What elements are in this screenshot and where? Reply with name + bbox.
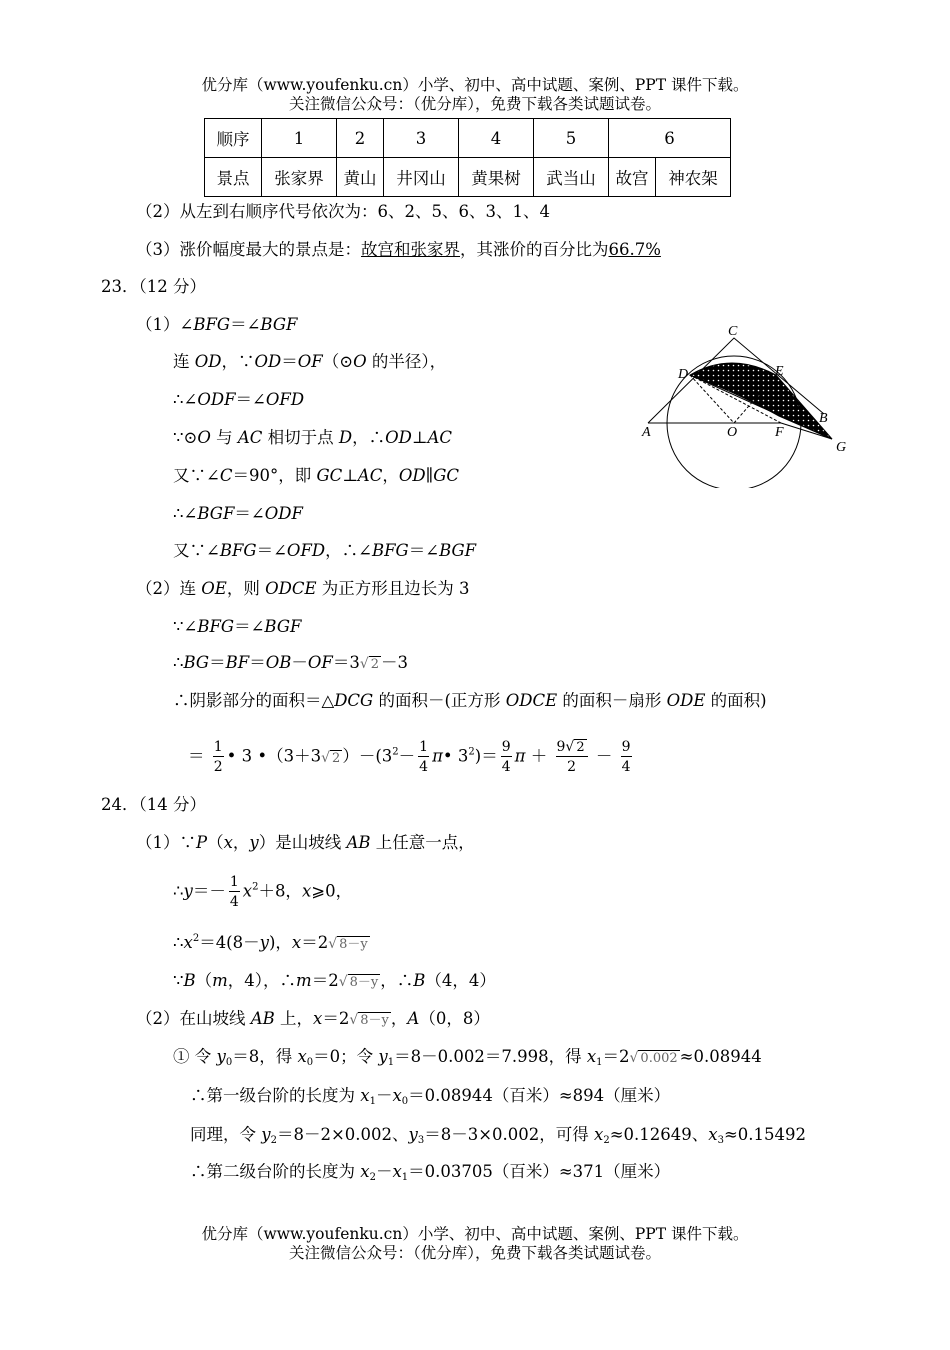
label-b: B [819,411,828,426]
t: ODF [197,390,236,409]
t: ＝8－2×0.002、 [276,1125,409,1144]
t: 9 [501,739,511,755]
t: 4 [419,759,429,775]
t: 0 [306,1057,314,1068]
fraction [621,740,632,774]
t: OF [307,653,333,672]
t: 2 [332,750,341,766]
t: ＝－ [192,881,226,901]
t: ODE [666,691,706,710]
q24-line [190,1161,670,1183]
t: OD [254,352,282,371]
t: ＝0.08944（百米）≈894（厘米） [408,1086,671,1105]
t: AC [357,466,383,485]
t: y [261,1125,271,1144]
t: B [413,971,426,990]
table-row [205,119,731,158]
t: BG [183,653,210,672]
q24-line [190,1085,670,1107]
t: OFD [286,541,326,560]
t: BFG [219,541,257,560]
t: x [392,1086,402,1105]
text: ，其涨价的百分比为 [460,240,609,259]
t: ≈0.15492 [723,1125,807,1144]
q23-line [173,351,446,373]
t: － [398,746,416,766]
t: ⩾0， [311,881,353,901]
t: OF [297,352,323,371]
t: ODF [264,504,303,523]
t: （ [195,971,213,990]
t: ＋8， [258,881,302,901]
t: ＝ [188,746,205,766]
t: ，∴ [352,428,386,447]
t: y [408,1125,418,1144]
t: ＝2 [322,1009,350,1028]
t: BGF [197,504,235,523]
q24-line [136,832,475,854]
t: 的面积) [705,691,767,710]
t: m [296,971,312,990]
q23-line [173,616,301,638]
t: ）是山坡线 [258,833,347,852]
t: x [223,833,233,852]
t: ∴第一级台阶的长度为 [190,1086,361,1105]
table-cell: 6 [609,119,731,158]
label-o: O [727,425,738,440]
t: BFG [371,541,409,560]
t: 的半径）， [366,352,447,371]
t: 相切于点 [262,428,339,447]
t: （0，8） [419,1009,490,1028]
t: ∴ [173,881,184,901]
table-row [205,158,731,197]
t: 1 [401,1172,409,1183]
t: （2）连 [136,579,202,598]
t: BFG [193,315,231,334]
q24-line [173,970,496,994]
q23-line [136,314,297,336]
page-footer-line2: 关注微信公众号：（优分库），免费下载各类试题试卷。 [288,1244,661,1262]
table-cell: 顺序 [205,119,262,158]
t: ＝8，得 [232,1047,298,1066]
q23-line [173,389,304,411]
q23-line [173,652,408,676]
q23-line [173,503,303,525]
t: OD [194,352,222,371]
t: ∴∠ [173,390,198,409]
t: x [392,1162,402,1181]
t: x [242,881,253,901]
t: y [259,933,269,952]
t: 8－y [360,1013,389,1028]
t: 4 [501,759,511,775]
t: 2 [369,1172,376,1183]
t: ，则 [226,579,266,598]
t: （1）∵ [136,833,196,852]
t: ＝∠ [230,315,261,334]
t: （4，4） [425,971,496,990]
t: )， [268,933,292,952]
t: 0.002 [640,1051,678,1066]
t: B [183,971,196,990]
scenic-spots-table [204,118,731,197]
t: ＝∠ [256,541,287,560]
page-header-line1: 优分库（www.youfenku.cn）小学、初中、高中试题、案例、PPT 课件下载。 [201,76,749,94]
t: 同理，令 [190,1125,262,1144]
table-cell: 神农架 [656,158,731,197]
q23-line [173,690,767,712]
t: 3 [417,1135,425,1146]
table-cell: 张家界 [262,158,337,197]
q23-line [136,578,470,600]
sqrt: √ 2 [359,656,380,672]
t: GC [316,466,343,485]
t: ＝ [281,352,298,371]
t: D [338,428,353,447]
label-f: F [775,425,784,440]
t: ，∴∠ [325,541,372,560]
t: （ [207,833,224,852]
q23-line [173,540,476,562]
t: OD [398,466,426,485]
q22-part2: （2）从左到右顺序代号依次为：6、2、5、6、3、1、4 [136,202,550,221]
q24-line [173,932,370,956]
table-cell: 井冈山 [384,158,459,197]
t: 2 [270,1135,277,1146]
sqrt: √ 8－y [349,1012,389,1028]
t: 2 [392,746,399,758]
t: （⊙ [322,352,354,371]
answer-underlined: 故宫和张家界 [361,240,460,259]
t: y [249,833,259,852]
t: ＝8－0.002＝7.998，得 [394,1047,587,1066]
t: ＝∠ [408,541,440,560]
t: － [291,653,308,672]
t: BGF [439,541,477,560]
t: x [594,1125,604,1144]
t: y [216,1047,226,1066]
sqrt: √ 8－y [328,936,368,952]
q23-line [173,465,459,487]
t: ，∵ [221,352,255,371]
t: C [219,466,233,485]
t: 为正方形且边长为 3 [316,579,470,598]
fraction [501,740,512,774]
t: ＝2 [602,1047,630,1066]
sqrt: √ 2 [321,749,341,766]
t: y [378,1047,388,1066]
t: ，4），∴ [227,971,297,990]
fraction [418,740,429,774]
t: ① 令 [173,1047,217,1066]
t: 上任意一点， [370,833,475,852]
t: 又∵∠ [173,466,220,485]
table-cell: 景点 [205,158,262,197]
t: ＝4(8－ [199,933,260,952]
t: （2）在山坡线 [136,1009,251,1028]
t: OFD [265,390,305,409]
geometry-figure [636,318,858,488]
t: ＝ [209,653,226,672]
fraction [229,875,240,909]
t: 上， [274,1009,314,1028]
q24-line [136,1008,490,1032]
t: 9 [556,739,566,755]
t: 2 [370,657,380,672]
t: 9 [621,739,631,755]
fraction [213,740,224,774]
t: x [183,933,193,952]
t: ＝0；令 [313,1047,379,1066]
label-c: C [728,324,738,339]
t: P [196,833,208,852]
label-d: D [678,367,689,382]
sqrt: √ 0.002 [629,1050,678,1066]
table-cell: 5 [534,119,609,158]
t: π [514,746,526,766]
t: 2 [567,759,577,775]
shaded-region [690,363,832,439]
t: － [375,1162,393,1181]
t: 2 [213,759,223,775]
t: － [595,746,613,766]
t: BGF [264,617,302,636]
t: ＝∠ [235,390,266,409]
t: ∴∠ [173,504,198,523]
t: 2 [252,881,259,893]
fraction [556,740,588,774]
t: DCG [334,691,374,710]
t: ＝8－3×0.002，可得 [424,1125,595,1144]
t: ∴阴影部分的面积＝△ [173,691,335,710]
label-e: E [775,364,784,379]
t: ∴ [173,933,184,952]
t: 0 [225,1057,233,1068]
t: x [291,933,302,952]
t: OD [385,428,412,447]
t: BGF [260,315,298,334]
t: ∵ [173,971,184,990]
t: y [183,881,193,901]
t: x [708,1125,718,1144]
t: （1）∠ [136,315,194,334]
sqrt: √ 2 [565,739,585,755]
t: ＝ [249,653,266,672]
t: AB [250,1009,275,1028]
page-header-line2: 关注微信公众号：（优分库），免费下载各类试题试卷。 [288,95,661,113]
t: 的面积－扇形 [557,691,667,710]
t: ＝3 [332,653,360,672]
t: ODCE [265,579,317,598]
answer-underlined: 66.7% [608,240,661,259]
t: ， [232,833,250,852]
t: 连 [173,352,195,371]
t: 8－y [349,975,379,990]
q24-title: 24．（14 分） [101,795,206,814]
t: 8－y [339,937,368,952]
t: 1 [596,1057,603,1068]
t: OB [265,653,292,672]
q24-line [173,1046,762,1070]
t: ，∴ [380,971,414,990]
table-cell: 故宫 [609,158,656,197]
t: x [301,881,312,901]
t: ＋ [530,746,548,766]
t: 1 [213,739,223,755]
t: ＝90°，即 [232,466,317,485]
t: A [407,1009,420,1028]
t: ＝∠ [234,617,265,636]
t: ）－(3 [342,746,393,766]
table-cell: 4 [459,119,534,158]
t: )＝ [474,746,498,766]
t: 0 [401,1096,409,1107]
t: 1 [369,1096,376,1107]
t: ≈0.08944 [679,1047,762,1066]
t: AC [237,428,263,447]
t: x [586,1047,597,1066]
t: GC [433,466,460,485]
q24-line [190,1124,806,1146]
t: － [375,1086,393,1105]
t: ∥ [425,466,434,485]
label-g: G [836,440,847,455]
label-a: A [642,425,651,440]
t: ∴ [173,653,184,672]
t: 1 [387,1057,395,1068]
t: O [197,428,211,447]
t: π [432,746,443,766]
page-footer-line1: 优分库（www.youfenku.cn）小学、初中、高中试题、案例、PPT 课件下载。 [201,1225,749,1243]
t: ， [382,466,399,485]
q23-line [173,427,452,449]
t: 1 [419,739,429,755]
q22-part3 [136,239,661,261]
t: 1 [229,874,239,890]
t: ⊥ [342,466,358,485]
t: BFG [197,617,235,636]
t: x [360,1086,370,1105]
t: 的面积－(正方形 [373,691,506,710]
t: 2 [468,746,475,758]
table-cell: 黄山 [337,158,384,197]
t: 3 [717,1135,724,1146]
t: m [212,971,228,990]
t: ＝∠ [234,504,265,523]
t: • 3 •（3＋3 [226,746,322,766]
t: ＝0.03705（百米）≈371（厘米） [408,1162,671,1181]
t: ≈0.12649、 [609,1125,709,1144]
t: O [353,352,367,371]
t: 4 [229,894,239,910]
t [556,740,588,757]
t: ∴第二级台阶的长度为 [190,1162,361,1181]
text: （3）涨价幅度最大的景点是： [136,240,361,259]
t: x [297,1047,307,1066]
t: ⊥ [411,428,428,447]
table-cell: 1 [262,119,337,158]
q23-area-formula [188,740,635,774]
t: • 3 [442,746,469,766]
table-cell: 2 [337,119,384,158]
table-cell: 武当山 [534,158,609,197]
t: AB [346,833,371,852]
t: ODCE [505,691,558,710]
t: －3 [381,653,409,672]
t: OE [201,579,227,598]
t: ＝2 [301,933,329,952]
t: 2 [576,740,585,755]
t: 又∵∠ [173,541,220,560]
t: AC [427,428,452,447]
t: ∵∠ [173,617,198,636]
q24-line [173,875,352,909]
t: x [313,1009,323,1028]
q23-title: 23．（12 分） [101,277,206,296]
table-cell: 黄果树 [459,158,534,197]
t: ， [390,1009,408,1028]
sqrt: √ 8－y [338,974,379,990]
table-cell: 3 [384,119,459,158]
t: BF [225,653,250,672]
t: 与 [210,428,238,447]
t: 4 [621,759,631,775]
t: x [360,1162,370,1181]
t: 2 [192,933,200,944]
t: ∵⊙ [173,428,198,447]
t: 2 [603,1135,610,1146]
t: ＝2 [311,971,339,990]
